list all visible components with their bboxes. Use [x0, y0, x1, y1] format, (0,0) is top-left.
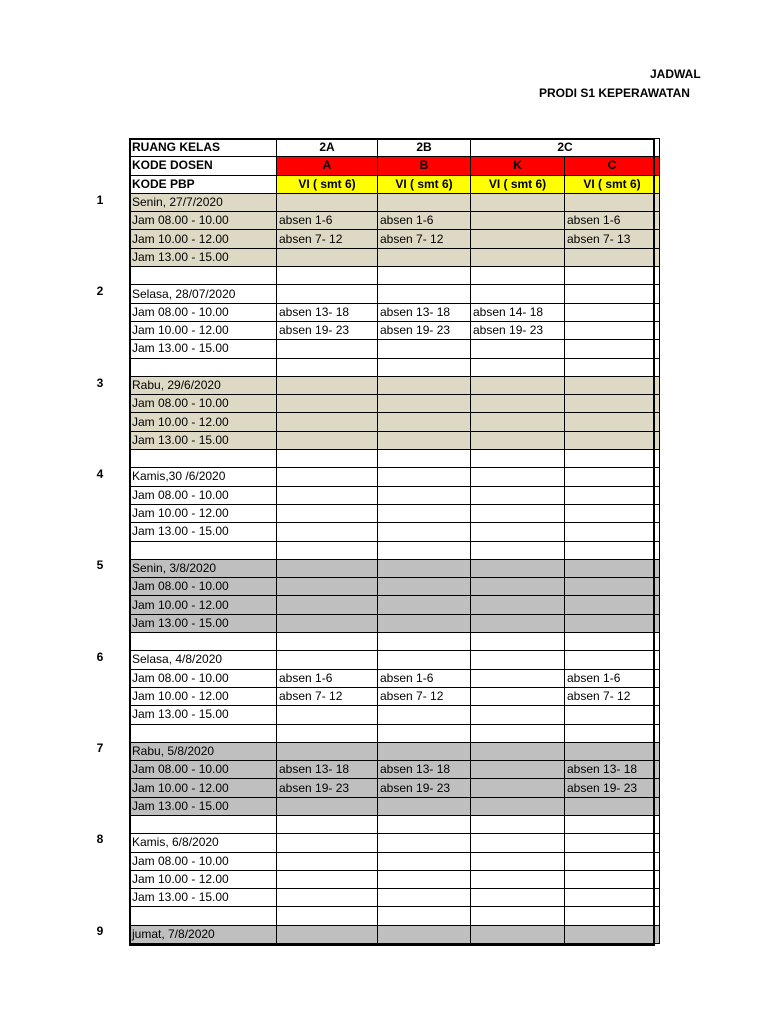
- time-slot-row: [130, 761, 660, 779]
- time-slot-label: Jam 08.00 - 10.00: [130, 303, 277, 321]
- schedule-cell: [471, 797, 565, 815]
- schedule-cell: [378, 578, 471, 596]
- empty-cell: [277, 651, 378, 669]
- empty-cell: [471, 559, 565, 577]
- empty-cell: [471, 193, 565, 211]
- schedule-cell: [277, 523, 378, 541]
- empty-cell: [277, 541, 378, 559]
- time-slot-row: [130, 321, 660, 339]
- pbp-code: VI ( smt 6): [277, 175, 378, 193]
- schedule-cell: absen 13- 18: [277, 761, 378, 779]
- schedule-cell: absen 1-6: [277, 212, 378, 230]
- schedule-cell: [565, 303, 660, 321]
- empty-cell: [471, 925, 565, 943]
- day-label: Senin, 3/8/2020: [130, 559, 277, 577]
- schedule-cell: [277, 486, 378, 504]
- schedule-cell: [378, 340, 471, 358]
- pbp-code: VI ( smt 6): [378, 175, 471, 193]
- schedule-cell: [378, 596, 471, 614]
- empty-cell: [130, 907, 277, 925]
- empty-cell: [565, 285, 660, 303]
- schedule-cell: [378, 504, 471, 522]
- empty-cell: [130, 815, 277, 833]
- empty-cell: [378, 559, 471, 577]
- empty-cell: [277, 267, 378, 285]
- day-label: jumat, 7/8/2020: [130, 925, 277, 943]
- empty-cell: [277, 193, 378, 211]
- schedule-cell: absen 13- 18: [378, 761, 471, 779]
- dosen-code: C: [565, 157, 660, 175]
- schedule-cell: absen 19- 23: [471, 321, 565, 339]
- time-slot-label: Jam 08.00 - 10.00: [130, 212, 277, 230]
- time-slot-label: Jam 13.00 - 15.00: [130, 797, 277, 815]
- schedule-cell: [471, 395, 565, 413]
- empty-cell: [378, 358, 471, 376]
- schedule-cell: [471, 486, 565, 504]
- schedule-cell: [471, 431, 565, 449]
- schedule-cell: [565, 578, 660, 596]
- schedule-cell: absen 1-6: [277, 669, 378, 687]
- empty-cell: [277, 742, 378, 760]
- document-title: JADWAL: [650, 67, 701, 81]
- empty-cell: [565, 450, 660, 468]
- empty-cell: [378, 267, 471, 285]
- schedule-cell: [378, 852, 471, 870]
- empty-cell: [277, 358, 378, 376]
- empty-cell: [378, 633, 471, 651]
- schedule-cell: [471, 687, 565, 705]
- schedule-cell: [277, 395, 378, 413]
- empty-cell: [130, 633, 277, 651]
- schedule-cell: absen 19- 23: [378, 779, 471, 797]
- schedule-cell: [378, 395, 471, 413]
- time-slot-row: [130, 303, 660, 321]
- day-row: [130, 651, 660, 669]
- schedule-cell: [565, 889, 660, 907]
- day-number: 8: [96, 832, 104, 847]
- schedule-cell: absen 19- 23: [565, 779, 660, 797]
- time-slot-label: Jam 08.00 - 10.00: [130, 395, 277, 413]
- schedule-cell: [565, 870, 660, 888]
- time-slot-row: [130, 578, 660, 596]
- empty-cell: [471, 468, 565, 486]
- schedule-cell: [471, 852, 565, 870]
- dosen-code: K: [471, 157, 565, 175]
- time-slot-row: [130, 706, 660, 724]
- schedule-cell: [565, 248, 660, 266]
- schedule-cell: [565, 321, 660, 339]
- document-subtitle: PRODI S1 KEPERAWATAN: [539, 86, 690, 100]
- dosen-code: B: [378, 157, 471, 175]
- schedule-cell: [378, 486, 471, 504]
- day-row: [130, 285, 660, 303]
- schedule-cell: [277, 614, 378, 632]
- empty-cell: [471, 541, 565, 559]
- schedule-cell: [471, 889, 565, 907]
- empty-cell: [378, 450, 471, 468]
- empty-cell: [471, 834, 565, 852]
- time-slot-row: [130, 248, 660, 266]
- schedule-cell: [471, 523, 565, 541]
- spacer-row: [130, 633, 660, 651]
- pbp-code: VI ( smt 6): [565, 175, 660, 193]
- schedule-cell: [471, 212, 565, 230]
- schedule-table: [129, 138, 660, 944]
- time-slot-label: Jam 10.00 - 12.00: [130, 779, 277, 797]
- time-slot-row: [130, 486, 660, 504]
- schedule-cell: [471, 669, 565, 687]
- empty-cell: [378, 468, 471, 486]
- empty-cell: [565, 376, 660, 394]
- schedule-cell: absen 7- 12: [378, 230, 471, 248]
- day-row: [130, 742, 660, 760]
- schedule-cell: absen 14- 18: [471, 303, 565, 321]
- time-slot-row: [130, 395, 660, 413]
- time-slot-label: Jam 13.00 - 15.00: [130, 431, 277, 449]
- empty-cell: [471, 815, 565, 833]
- day-label: Senin, 27/7/2020: [130, 193, 277, 211]
- empty-cell: [130, 450, 277, 468]
- spacer-row: [130, 267, 660, 285]
- empty-cell: [277, 376, 378, 394]
- time-slot-row: [130, 870, 660, 888]
- day-number: 7: [96, 740, 104, 755]
- schedule-cell: [565, 614, 660, 632]
- schedule-cell: absen 19- 23: [277, 779, 378, 797]
- schedule-cell: [277, 797, 378, 815]
- spacer-row: [130, 907, 660, 925]
- time-slot-label: Jam 10.00 - 12.00: [130, 870, 277, 888]
- schedule-cell: [378, 248, 471, 266]
- schedule-cell: absen 13- 18: [565, 761, 660, 779]
- schedule-cell: [277, 889, 378, 907]
- time-slot-label: Jam 10.00 - 12.00: [130, 596, 277, 614]
- schedule-cell: [565, 431, 660, 449]
- day-label: Rabu, 29/6/2020: [130, 376, 277, 394]
- empty-cell: [277, 285, 378, 303]
- empty-cell: [471, 450, 565, 468]
- time-slot-label: Jam 10.00 - 12.00: [130, 321, 277, 339]
- empty-cell: [565, 925, 660, 943]
- schedule-cell: [565, 413, 660, 431]
- schedule-cell: absen 19- 23: [378, 321, 471, 339]
- time-slot-row: [130, 614, 660, 632]
- day-number: 9: [96, 923, 104, 938]
- schedule-cell: absen 1-6: [565, 669, 660, 687]
- time-slot-label: Jam 13.00 - 15.00: [130, 340, 277, 358]
- schedule-cell: [378, 413, 471, 431]
- time-slot-label: Jam 13.00 - 15.00: [130, 706, 277, 724]
- schedule-cell: [565, 486, 660, 504]
- empty-cell: [378, 376, 471, 394]
- time-slot-row: [130, 504, 660, 522]
- empty-cell: [378, 925, 471, 943]
- day-label: Rabu, 5/8/2020: [130, 742, 277, 760]
- time-slot-row: [130, 669, 660, 687]
- time-slot-label: Jam 08.00 - 10.00: [130, 761, 277, 779]
- empty-cell: [565, 468, 660, 486]
- schedule-cell: [378, 889, 471, 907]
- empty-cell: [378, 541, 471, 559]
- time-slot-row: [130, 889, 660, 907]
- schedule-cell: [565, 596, 660, 614]
- empty-cell: [130, 267, 277, 285]
- empty-cell: [130, 724, 277, 742]
- empty-cell: [130, 541, 277, 559]
- pbp-code: VI ( smt 6): [471, 175, 565, 193]
- header-row-ruang: [130, 139, 660, 157]
- time-slot-row: [130, 687, 660, 705]
- time-slot-row: [130, 852, 660, 870]
- empty-cell: [378, 193, 471, 211]
- day-number: 3: [96, 375, 104, 390]
- time-slot-label: Jam 08.00 - 10.00: [130, 669, 277, 687]
- schedule-cell: [565, 340, 660, 358]
- day-row: [130, 559, 660, 577]
- empty-cell: [277, 559, 378, 577]
- schedule-cell: absen 7- 12: [277, 230, 378, 248]
- schedule-cell: [565, 504, 660, 522]
- time-slot-row: [130, 596, 660, 614]
- schedule-cell: absen 1-6: [378, 212, 471, 230]
- schedule-cell: absen 7- 13: [565, 230, 660, 248]
- schedule-cell: [277, 852, 378, 870]
- empty-cell: [378, 834, 471, 852]
- kode-pbp-label: KODE PBP: [130, 175, 277, 193]
- day-row: [130, 376, 660, 394]
- schedule-cell: [277, 596, 378, 614]
- time-slot-label: Jam 08.00 - 10.00: [130, 852, 277, 870]
- schedule-cell: [277, 248, 378, 266]
- empty-cell: [277, 815, 378, 833]
- time-slot-label: Jam 13.00 - 15.00: [130, 248, 277, 266]
- empty-cell: [471, 724, 565, 742]
- time-slot-row: [130, 797, 660, 815]
- schedule-cell: [471, 413, 565, 431]
- empty-cell: [378, 724, 471, 742]
- schedule-cell: [277, 706, 378, 724]
- day-number: 4: [96, 466, 104, 481]
- time-slot-row: [130, 779, 660, 797]
- ruang-kelas-label: RUANG KELAS: [130, 139, 277, 157]
- spacer-row: [130, 541, 660, 559]
- day-number: 6: [96, 649, 104, 664]
- empty-cell: [565, 742, 660, 760]
- empty-cell: [277, 907, 378, 925]
- empty-cell: [565, 358, 660, 376]
- schedule-cell: [378, 797, 471, 815]
- schedule-cell: [277, 431, 378, 449]
- room-2b: 2B: [378, 139, 471, 157]
- empty-cell: [277, 468, 378, 486]
- day-number: 2: [96, 284, 104, 299]
- room-2c: 2C: [471, 139, 660, 157]
- schedule-cell: [471, 504, 565, 522]
- day-label: Kamis, 6/8/2020: [130, 834, 277, 852]
- empty-cell: [565, 724, 660, 742]
- spacer-row: [130, 724, 660, 742]
- day-label: Kamis,30 /6/2020: [130, 468, 277, 486]
- schedule-cell: [565, 797, 660, 815]
- empty-cell: [565, 815, 660, 833]
- day-label: Selasa, 28/07/2020: [130, 285, 277, 303]
- empty-cell: [378, 815, 471, 833]
- day-row: [130, 834, 660, 852]
- time-slot-label: Jam 13.00 - 15.00: [130, 523, 277, 541]
- schedule-cell: [471, 340, 565, 358]
- schedule-cell: [378, 614, 471, 632]
- empty-cell: [378, 651, 471, 669]
- schedule-cell: absen 7- 12: [378, 687, 471, 705]
- schedule-cell: [378, 870, 471, 888]
- empty-cell: [471, 285, 565, 303]
- time-slot-row: [130, 413, 660, 431]
- empty-cell: [565, 651, 660, 669]
- empty-cell: [471, 267, 565, 285]
- time-slot-row: [130, 212, 660, 230]
- empty-cell: [565, 541, 660, 559]
- schedule-cell: absen 7- 12: [277, 687, 378, 705]
- dosen-code: A: [277, 157, 378, 175]
- day-row: [130, 468, 660, 486]
- empty-cell: [277, 450, 378, 468]
- schedule-cell: absen 1-6: [565, 212, 660, 230]
- time-slot-label: Jam 08.00 - 10.00: [130, 578, 277, 596]
- schedule-cell: [471, 230, 565, 248]
- schedule-cell: [565, 523, 660, 541]
- day-label: Selasa, 4/8/2020: [130, 651, 277, 669]
- schedule-cell: [471, 596, 565, 614]
- schedule-cell: absen 13- 18: [378, 303, 471, 321]
- time-slot-label: Jam 10.00 - 12.00: [130, 687, 277, 705]
- empty-cell: [565, 834, 660, 852]
- empty-cell: [565, 633, 660, 651]
- empty-cell: [565, 559, 660, 577]
- empty-cell: [471, 742, 565, 760]
- empty-cell: [378, 742, 471, 760]
- day-number: 5: [96, 558, 104, 573]
- schedule-cell: [565, 706, 660, 724]
- day-row: [130, 193, 660, 211]
- schedule-cell: [471, 614, 565, 632]
- schedule-cell: [277, 413, 378, 431]
- schedule-cell: [471, 779, 565, 797]
- schedule-cell: absen 7- 12: [565, 687, 660, 705]
- room-2a: 2A: [277, 139, 378, 157]
- empty-cell: [277, 724, 378, 742]
- schedule-cell: [378, 523, 471, 541]
- spacer-row: [130, 450, 660, 468]
- time-slot-label: Jam 13.00 - 15.00: [130, 614, 277, 632]
- header-row-pbp: [130, 175, 660, 193]
- schedule-cell: [471, 870, 565, 888]
- time-slot-row: [130, 230, 660, 248]
- empty-cell: [471, 651, 565, 669]
- empty-cell: [471, 376, 565, 394]
- schedule-cell: [471, 706, 565, 724]
- header-row-dosen: [130, 157, 660, 175]
- schedule-cell: [378, 431, 471, 449]
- schedule-cell: [471, 578, 565, 596]
- schedule-cell: [378, 706, 471, 724]
- empty-cell: [378, 285, 471, 303]
- schedule-cell: [277, 504, 378, 522]
- empty-cell: [471, 358, 565, 376]
- schedule-cell: [277, 340, 378, 358]
- schedule-cell: absen 19- 23: [277, 321, 378, 339]
- time-slot-label: Jam 10.00 - 12.00: [130, 413, 277, 431]
- time-slot-row: [130, 523, 660, 541]
- schedule-cell: [471, 761, 565, 779]
- empty-cell: [565, 193, 660, 211]
- schedule-cell: absen 1-6: [378, 669, 471, 687]
- schedule-cell: [277, 578, 378, 596]
- empty-cell: [565, 267, 660, 285]
- schedule-cell: [565, 395, 660, 413]
- time-slot-row: [130, 431, 660, 449]
- empty-cell: [378, 907, 471, 925]
- empty-cell: [565, 907, 660, 925]
- day-row: [130, 925, 660, 943]
- empty-cell: [277, 834, 378, 852]
- empty-cell: [277, 633, 378, 651]
- empty-cell: [471, 907, 565, 925]
- schedule-cell: [565, 852, 660, 870]
- time-slot-label: Jam 10.00 - 12.00: [130, 504, 277, 522]
- time-slot-label: Jam 13.00 - 15.00: [130, 889, 277, 907]
- time-slot-label: Jam 08.00 - 10.00: [130, 486, 277, 504]
- spacer-row: [130, 358, 660, 376]
- time-slot-label: Jam 10.00 - 12.00: [130, 230, 277, 248]
- empty-cell: [130, 358, 277, 376]
- kode-dosen-label: KODE DOSEN: [130, 157, 277, 175]
- time-slot-row: [130, 340, 660, 358]
- schedule-cell: absen 13- 18: [277, 303, 378, 321]
- empty-cell: [277, 925, 378, 943]
- spacer-row: [130, 815, 660, 833]
- day-number: 1: [96, 192, 104, 207]
- schedule-cell: [277, 870, 378, 888]
- schedule-cell: [471, 248, 565, 266]
- empty-cell: [471, 633, 565, 651]
